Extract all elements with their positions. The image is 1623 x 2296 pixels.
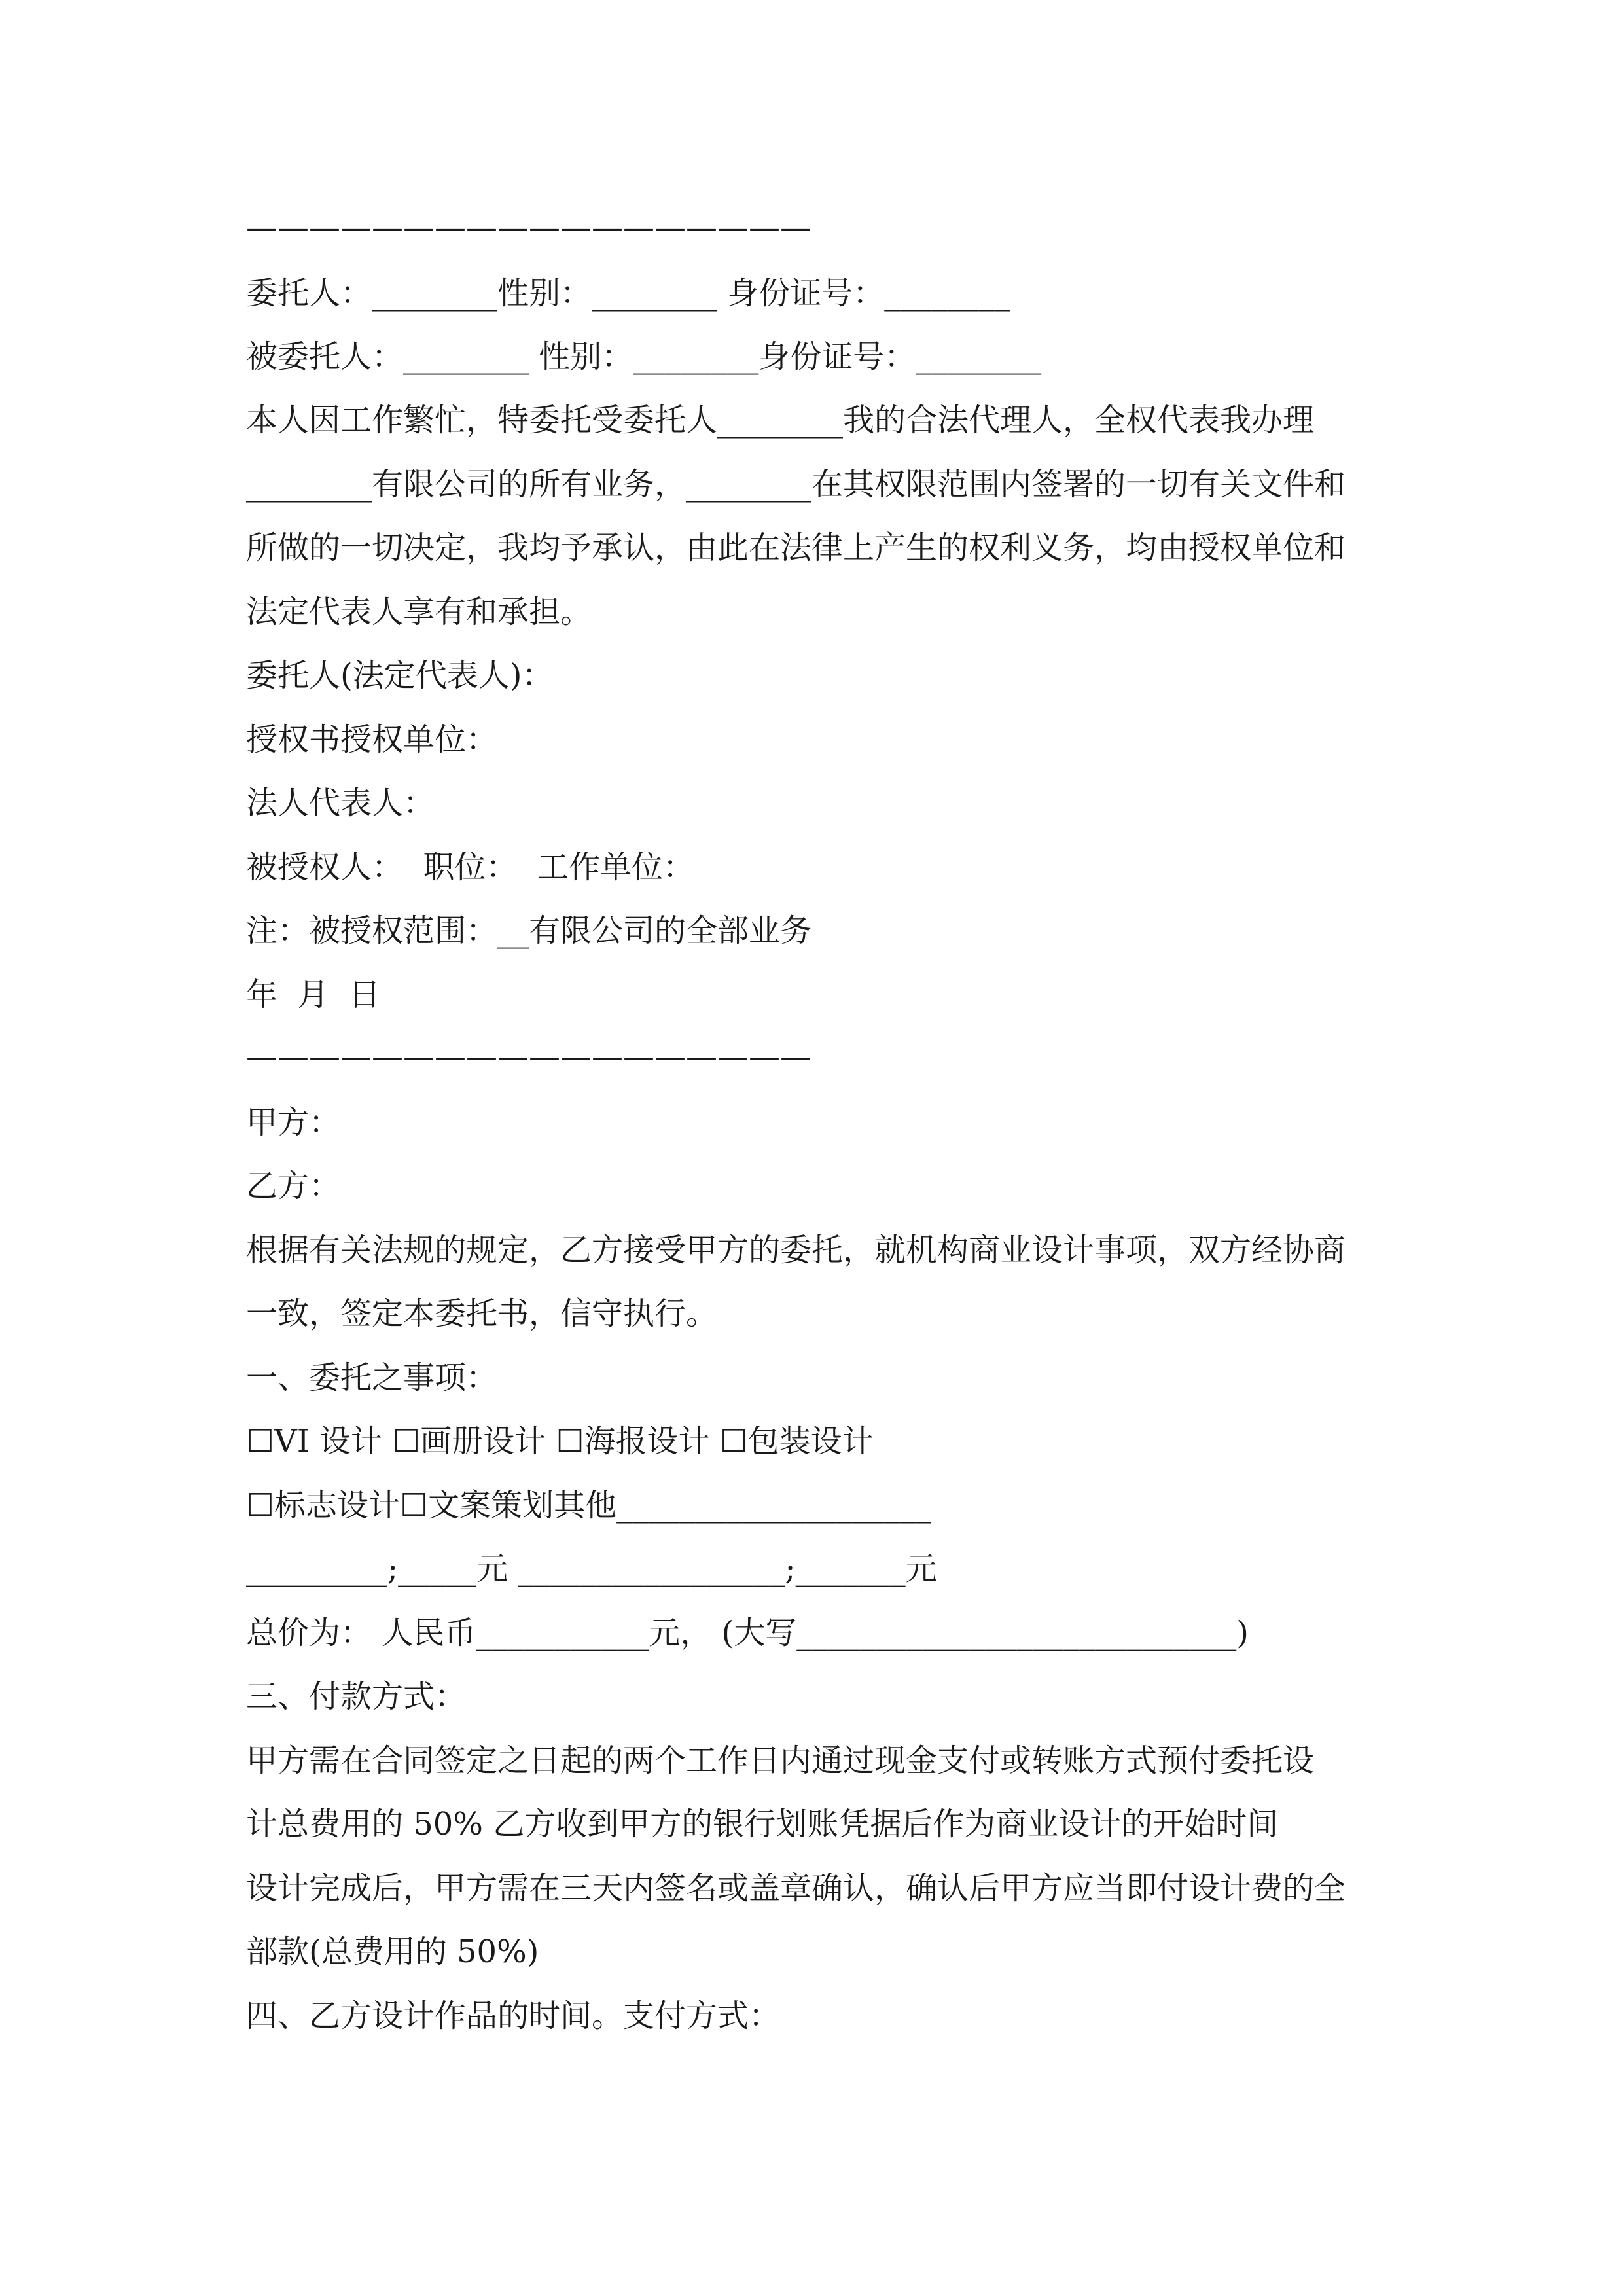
party-b-line: 乙方： (246, 1168, 341, 1204)
checkbox-options-line: ☐标志设计☐文案策划其他____________________ (246, 1487, 931, 1524)
signature-field-line: 授权书授权单位： (246, 721, 498, 758)
body-paragraph-line: 所做的一切决定，我均予承认，由此在法律上产生的权利义务，均由授权单位和 (246, 529, 1346, 566)
date-line: 年 月 日 (246, 977, 381, 1013)
price-line: _________;_____元 _________________;_______元 (246, 1551, 937, 1587)
party-a-line: 甲方： (246, 1104, 341, 1141)
total-price-line: 总价为： 人民币___________元， (大写____________________________) (246, 1615, 1249, 1651)
section-heading: 一、委托之事项： (246, 1359, 498, 1396)
principal-info-line: 委托人：________性别：________ 身份证号：________ (246, 275, 1010, 312)
signature-field-line: 法人代表人： (246, 785, 435, 821)
body-paragraph-line: 部款(总费用的 50%) (246, 1933, 539, 1970)
body-paragraph-line: 本人因工作繁忙，特委托受委托人________我的合法代理人，全权代表我办理 (246, 402, 1315, 439)
agent-info-line: 被委托人：________ 性别：________身份证号：________ (246, 338, 1042, 375)
checkbox-options-line: ☐VI 设计 ☐画册设计 ☐海报设计 ☐包装设计 (246, 1423, 874, 1460)
section-heading: 四、乙方设计作品的时间。支付方式： (246, 1998, 781, 2034)
signature-field-line: 被授权人： 职位： 工作单位： (246, 849, 695, 886)
body-paragraph-line: 法定代表人享有和承担。 (246, 594, 592, 630)
body-paragraph-line: 设计完成后，甲方需在三天内签名或盖章确认，确认后甲方应当即付设计费的全 (246, 1870, 1346, 1907)
body-paragraph-line: 一致，签定本委托书，信守执行。 (246, 1295, 718, 1332)
separator-line: —————————————————— (246, 1039, 812, 1075)
section-heading: 三、付款方式： (246, 1678, 467, 1715)
body-paragraph-line: 甲方需在合同签定之日起的两个工作日内通过现金支付或转账方式预付委托设 (246, 1742, 1315, 1779)
body-paragraph-line: 根据有关法规的规定，乙方接受甲方的委托，就机构商业设计事项，双方经协商 (246, 1232, 1346, 1268)
body-paragraph-line: 计总费用的 50% 乙方收到甲方的银行划账凭据后作为商业设计的开始时间 (246, 1806, 1279, 1842)
note-line: 注：被授权范围：__有限公司的全部业务 (246, 912, 812, 949)
body-paragraph-line: ________有限公司的所有业务，________在其权限范围内签署的一切有关文件和 (246, 466, 1346, 503)
signature-field-line: 委托人(法定代表人)： (246, 657, 554, 694)
separator-line: —————————————————— (246, 209, 812, 246)
